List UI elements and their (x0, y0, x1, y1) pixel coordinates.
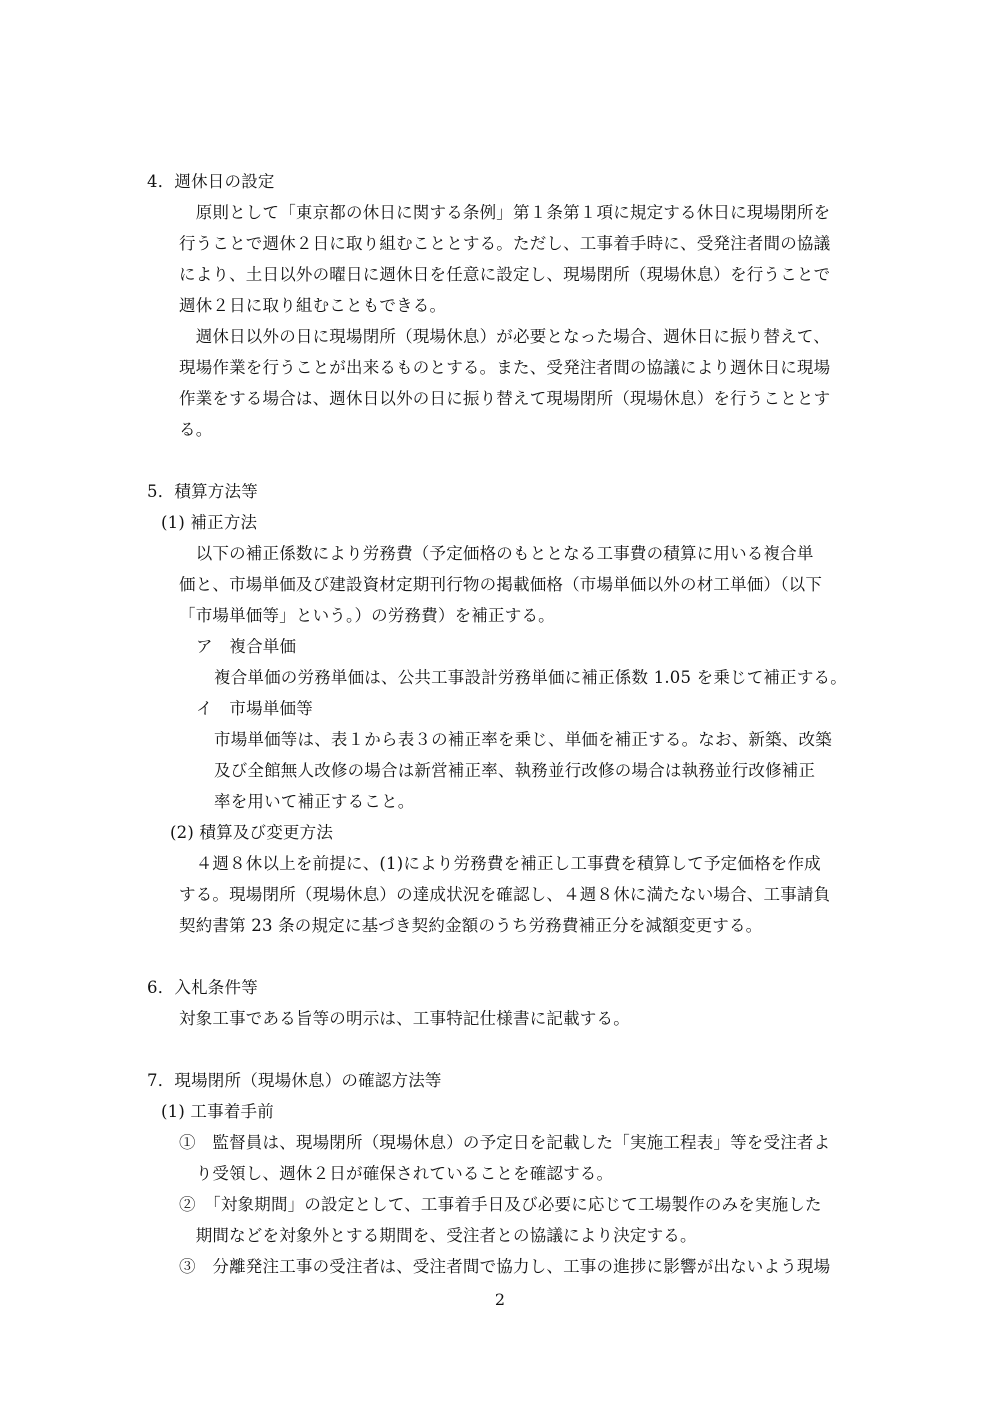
page-number: 2 (494, 1290, 506, 1309)
section-5-1-line3: 「市場単価等」という。）の労務費）を補正する。 (179, 606, 555, 625)
item-1-line2: り受領し、週休２日が確保されていることを確認する。 (179, 1164, 614, 1183)
item-b-line2: 及び全館無人改修の場合は新営補正率、執務並行改修の場合は執務並行改修補正 (214, 761, 816, 780)
item-b-line3: 率を用いて補正すること。 (214, 792, 415, 811)
section-6-line1: 対象工事である旨等の明示は、工事特記仕様書に記載する。 (179, 1009, 630, 1028)
section-4-p1-line2: 行うことで週休２日に取り組むこととする。ただし、工事着手時に、受発注者間の協議 (179, 234, 831, 253)
section-4-p2-line3: 作業をする場合は、週休日以外の日に振り替えて現場閉所（現場休息）を行うこととす (179, 389, 831, 408)
item-b-heading: イ 市場単価等 (196, 699, 313, 718)
section-5-1-line2: 価と、市場単価及び建設資材定期刊行物の掲載価格（市場単価以外の材工単価）（以下 (179, 575, 823, 594)
section-5-2-line3: 契約書第 23 条の規定に基づき契約金額のうち労務費補正分を減額変更する。 (179, 916, 763, 935)
section-5-heading: 5．積算方法等 (147, 482, 258, 501)
section-5-2-line1: ４週８休以上を前提に、(1)により労務費を補正し工事費を積算して予定価格を作成 (179, 854, 821, 873)
section-5-2-heading: (2) 積算及び変更方法 (170, 823, 334, 842)
item-b-line1: 市場単価等は、表１から表３の補正率を乗じ、単価を補正する。なお、新築、改築 (214, 730, 832, 749)
section-7-1-heading: (1) 工事着手前 (161, 1102, 274, 1121)
section-4-p2-line1: 週休日以外の日に現場閉所（現場休息）が必要となった場合、週休日に振り替えて、 (179, 327, 830, 346)
section-5-2-line2: する。現場閉所（現場休息）の達成状況を確認し、４週８休に満たない場合、工事請負 (179, 885, 831, 904)
section-7-heading: 7．現場閉所（現場休息）の確認方法等 (147, 1071, 442, 1090)
section-4-heading: 4．週休日の設定 (147, 172, 275, 191)
section-6-heading: 6．入札条件等 (147, 978, 258, 997)
section-4-p1-line4: 週休２日に取り組むこともできる。 (179, 296, 447, 315)
item-2-line2: 期間などを対象外とする期間を、受注者との協議により決定する。 (179, 1226, 697, 1245)
section-4-p2-line2: 現場作業を行うことが出来るものとする。また、受発注者間の協議により週休日に現場 (179, 358, 831, 377)
section-4-p1-line1: 原則として「東京都の休日に関する条例」第１条第１項に規定する休日に現場閉所を (179, 203, 831, 222)
item-1-line1: ① 監督員は、現場閉所（現場休息）の予定日を記載した「実施工程表」等を受注者よ (179, 1133, 831, 1152)
item-a-heading: ア 複合単価 (196, 637, 297, 656)
item-a-line1: 複合単価の労務単価は、公共工事設計労務単価に補正係数 1.05 を乗じて補正する。 (214, 668, 847, 687)
item-3-line1: ③ 分離発注工事の受注者は、受注者間で協力し、工事の進捗に影響が出ないよう現場 (179, 1257, 831, 1276)
item-2-line1: ② 「対象期間」の設定として、工事着手日及び必要に応じて工場製作のみを実施した (179, 1195, 822, 1214)
section-4-p2-line4: る。 (179, 420, 213, 439)
section-4-p1-line3: により、土日以外の曜日に週休日を任意に設定し、現場閉所（現場休息）を行うことで (179, 265, 831, 284)
section-5-1-line1: 以下の補正係数により労務費（予定価格のもととなる工事費の積算に用いる複合単 (179, 544, 814, 563)
section-5-1-heading: (1) 補正方法 (161, 513, 258, 532)
